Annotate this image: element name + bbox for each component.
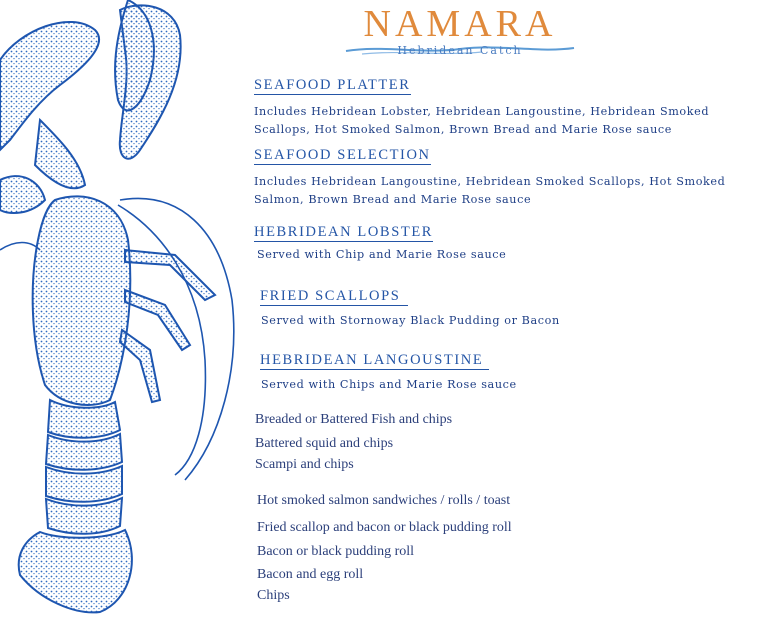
section-description: Includes Hebridean Langoustine, Hebridean Smoked Scallops, Hot Smoked Salmon, Brown Bread and Marie Rose sauce [254,175,726,206]
list-item: Bacon and egg roll [257,567,364,582]
list-item: Fried scallop and bacon or black pudding roll [257,520,512,535]
brand-logo [340,4,580,56]
brand-name: NAMARA [363,3,557,45]
menu-section-hebridean-lobster [254,221,734,264]
list-item: Breaded or Battered Fish and chips [255,412,453,427]
section-description: Served with Stornoway Black Pudding or Bacon [261,314,560,327]
list-item: Hot smoked salmon sandwiches / rolls / toast [257,493,511,508]
section-heading: FRIED SCALLOPS [260,289,408,306]
menu-section-seafood-selection [254,144,734,208]
section-heading: HEBRIDEAN LANGOUSTINE [260,353,489,370]
menu-section-fried-scallops [260,285,740,330]
lobster-illustration-icon [0,0,250,618]
list-item: Bacon or black pudding roll [257,544,415,559]
list-item: Battered squid and chips [255,436,394,451]
section-description: Served with Chip and Marie Rose sauce [257,248,507,261]
menu-section-hebridean-langoustine [260,349,740,394]
section-description: Includes Hebridean Lobster, Hebridean Langoustine, Hebridean Smoked Scallops, Hot Smoked Salmon, Brown Bread and Marie Rose sauce [254,105,710,136]
brand-tagline: Hebridean Catch [397,44,523,57]
list-item: Chips [257,588,290,603]
section-description: Served with Chips and Marie Rose sauce [261,378,517,391]
section-heading: HEBRIDEAN LOBSTER [254,224,434,240]
menu-section-seafood-platter [254,74,754,138]
section-heading: SEAFOOD PLATTER [254,77,411,93]
section-heading: SEAFOOD SELECTION [254,147,431,163]
list-item: Scampi and chips [255,457,354,472]
